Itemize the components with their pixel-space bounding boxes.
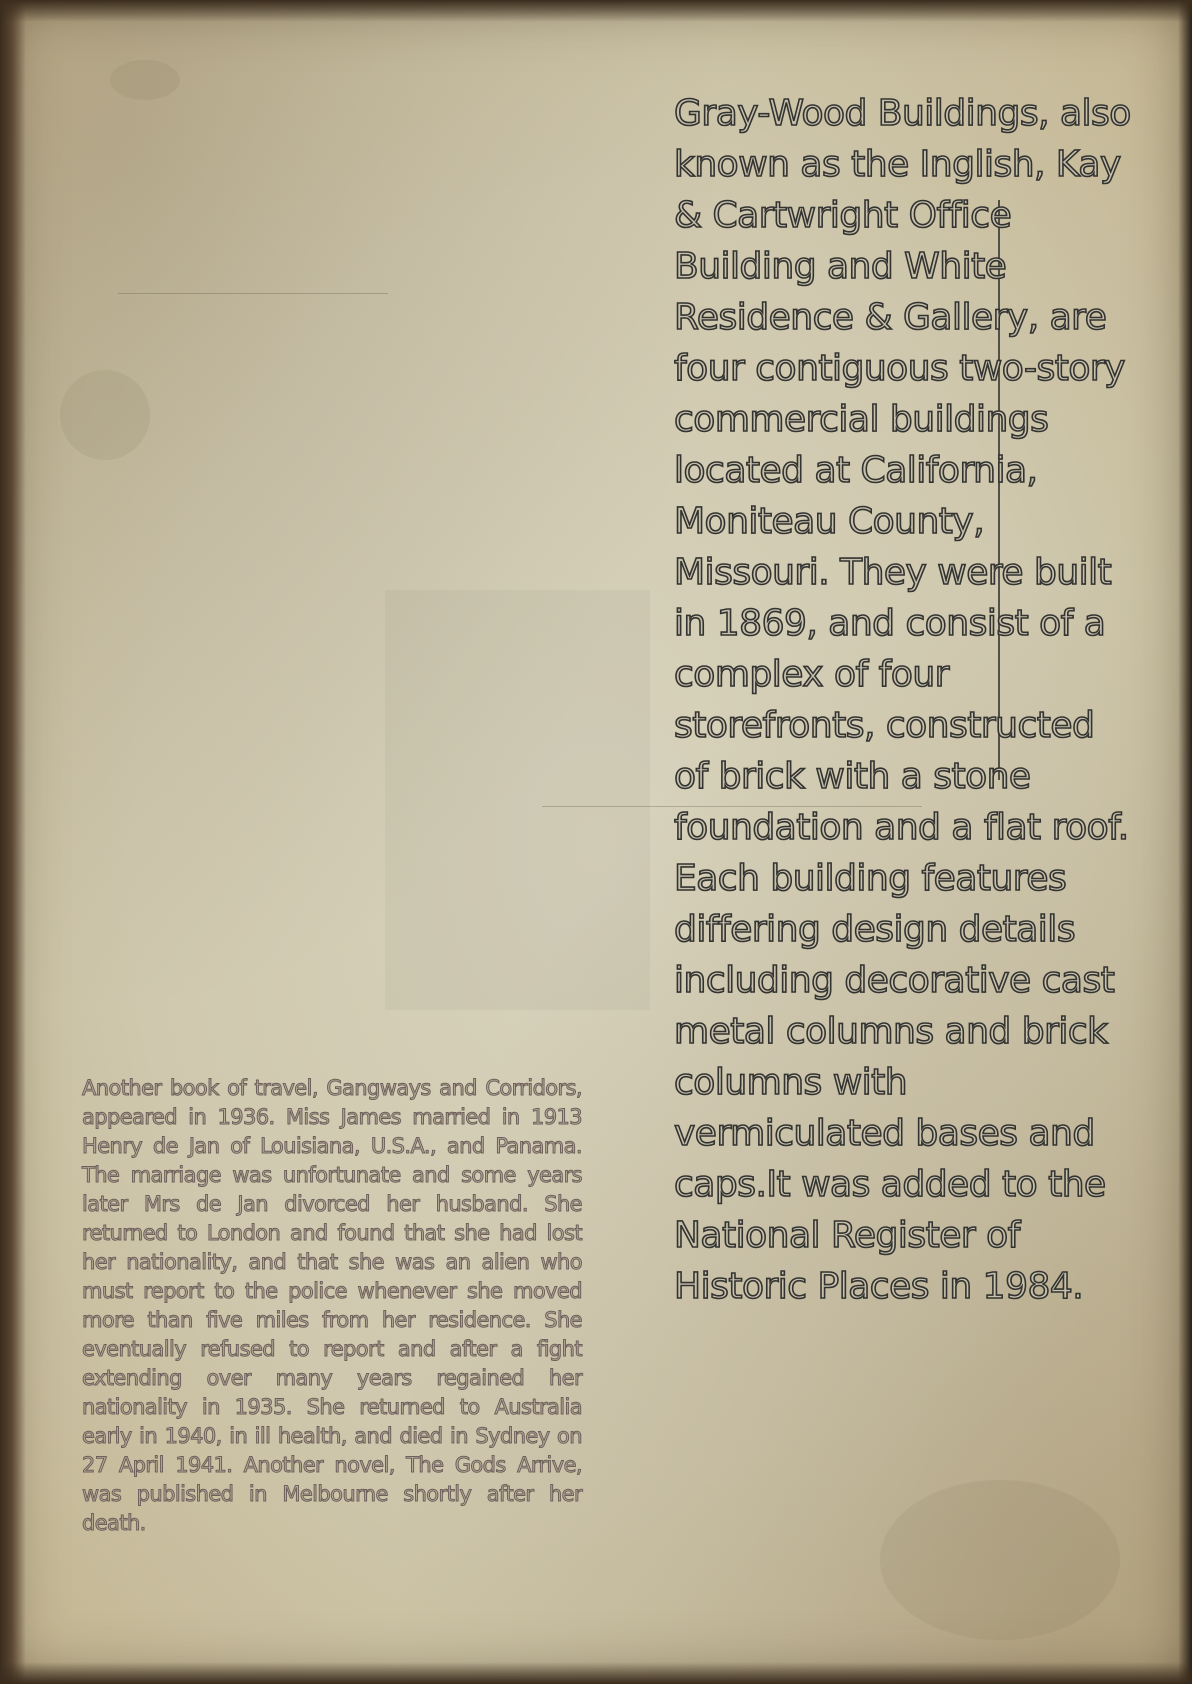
- paper-stain: [60, 370, 150, 460]
- faint-horizontal-rule: [118, 293, 388, 294]
- left-paragraph: Another book of travel, Gangways and Corridors, appeared in 1936. Miss James married in 1913 Henry de Jan of Louisiana, U.S.A., and Panama. The marriage was unfortunate and some years later Mrs de Jan divorced her husband. She returned to London and found that she had lost her nationality, and that she was an alien who must report to the police whenever she moved more than five miles from her residence. She eventually refused to report and after a fight extending over many years regained her nationality in 1935. She returned to Australia early in 1940, in ill health, and died in Sydney on 27 April 1941. Another novel, The Gods Arrive, was published in Melbourne shortly after her death.: [82, 1076, 582, 1535]
- left-page-edge: [0, 0, 26, 1684]
- top-page-edge: [0, 0, 1192, 22]
- paper-stain: [110, 60, 180, 100]
- paper-stain: [880, 1480, 1120, 1640]
- faint-background-block: [385, 590, 650, 1010]
- bottom-page-edge: [0, 1662, 1192, 1684]
- right-paragraph: Gray-Wood Buildings, also known as the Inglish, Kay & Cartwright Office Building and White Residence & Gallery, are four contiguous two-story commercial buildings located at California, Moniteau County, Missouri. They were built in 1869, and consist of a complex of four storefronts, constructed of brick with a stone foundation and a flat roof. Each building features differing design details including decorative cast metal columns and brick columns with vermiculated bases and caps.It was added to the National Register of Historic Places in 1984.: [674, 93, 1131, 1307]
- right-page-edge: [1178, 0, 1192, 1684]
